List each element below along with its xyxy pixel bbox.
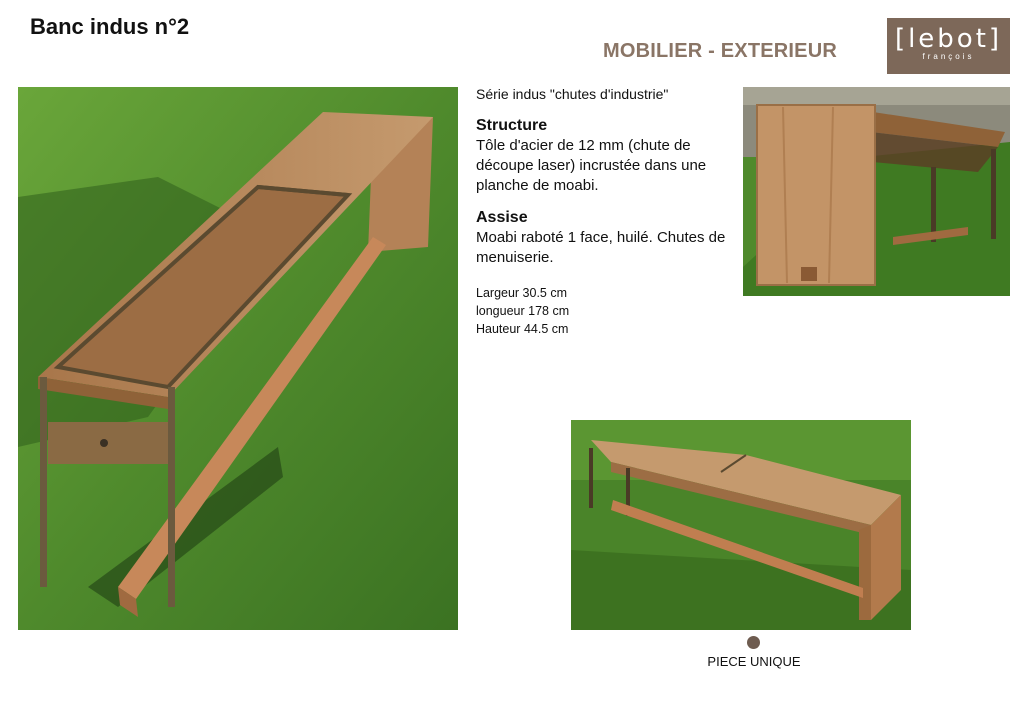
dimension-largeur: Largeur 30.5 cm — [476, 286, 568, 300]
structure-text: Tôle d'acier de 12 mm (chute de découpe laser) incrustée dans une planche de moabi. — [476, 137, 707, 194]
dimensions-list — [476, 284, 741, 338]
unique-marker-dot — [747, 636, 760, 649]
series-text: Série indus "chutes d'industrie" — [476, 86, 669, 102]
side-bench-photo — [743, 87, 1010, 296]
logo-subtext: françois — [922, 52, 975, 61]
assise-text: Moabi raboté 1 face, huilé. Chutes de menuiserie. — [476, 229, 726, 266]
description-block — [476, 86, 741, 338]
structure-heading: Structure — [476, 117, 548, 134]
main-bench-photo — [18, 87, 458, 630]
category-heading: MOBILIER - EXTERIEUR — [603, 40, 838, 62]
logo-wordmark: [lebot] — [894, 24, 1003, 54]
unique-piece-label: PIECE UNIQUE — [707, 654, 801, 669]
assise-heading: Assise — [476, 209, 528, 226]
dimension-longueur: longueur 178 cm — [476, 304, 570, 318]
dimension-hauteur: Hauteur 44.5 cm — [476, 322, 569, 336]
brand-logo — [887, 18, 1010, 74]
page-title: Banc indus n°2 — [30, 14, 190, 39]
bottom-bench-photo — [571, 420, 911, 630]
